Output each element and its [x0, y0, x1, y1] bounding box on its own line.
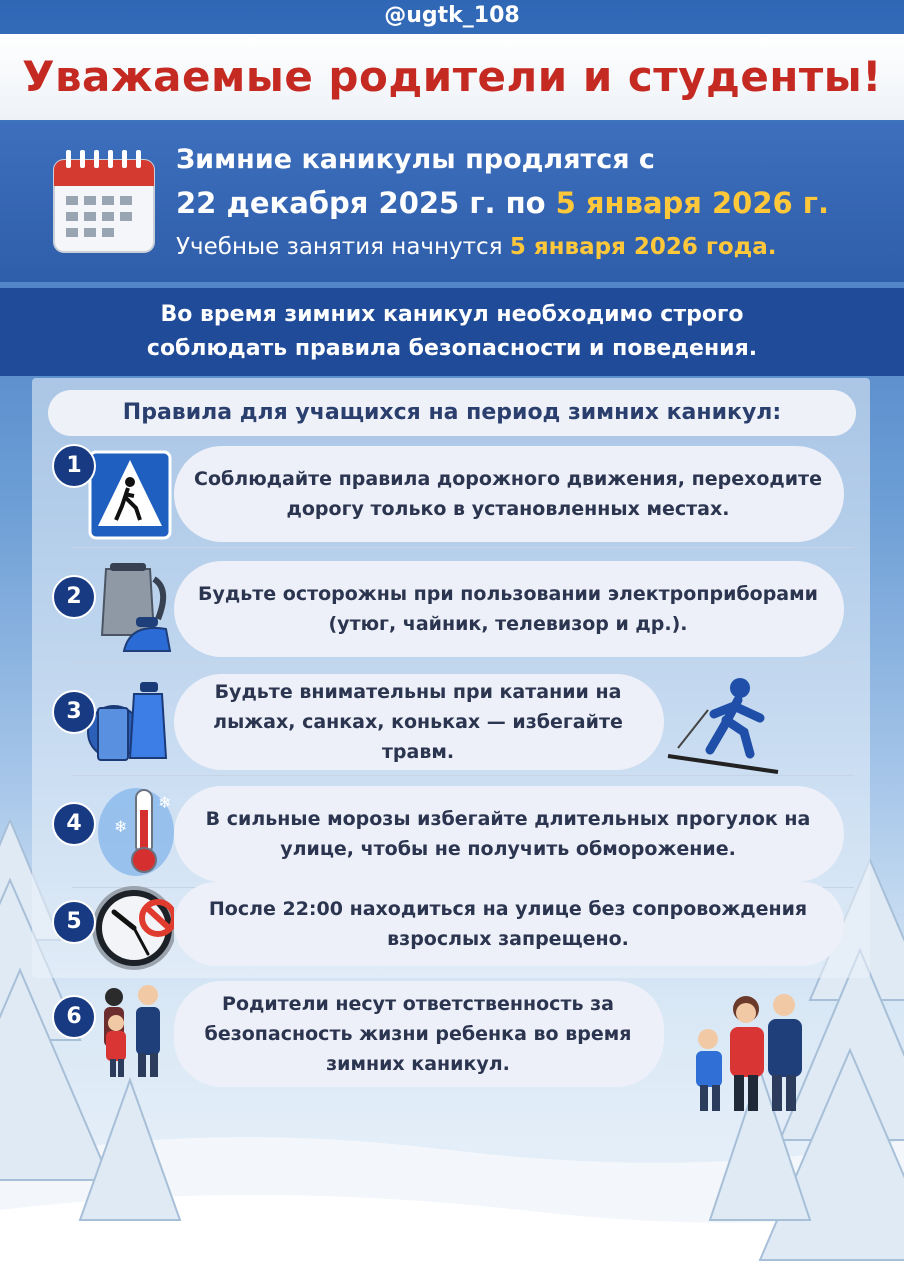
end-date: 5 января 2026 г. [555, 186, 829, 220]
skier-icon [658, 674, 788, 778]
notice-line-1: Во время зимних каникул необходимо строго [160, 302, 744, 327]
rule-item [48, 668, 844, 776]
rule-number: 6 [52, 995, 96, 1039]
rule-item [48, 555, 844, 663]
dates-section [0, 122, 904, 282]
rule-number: 3 [52, 690, 96, 734]
rule-number: 1 [52, 444, 96, 488]
safety-notice [0, 288, 904, 376]
account-handle: @ugtk_108 [384, 3, 520, 28]
divider [72, 547, 854, 548]
svg-text:❄: ❄ [114, 817, 128, 836]
rule-text: Будьте внимательны при катании на лыжах, санках, коньках — избегайте травм. [213, 681, 623, 763]
divider [72, 775, 854, 776]
classes-start-date: 5 января 2026 года. [509, 234, 777, 260]
classes-start-label: Учебные занятия начнутся [176, 234, 510, 260]
rule-item [48, 440, 844, 548]
rule-text: В сильные морозы избегайте длительных прогулок на улице, чтобы не получить обморожение. [205, 808, 811, 860]
title-banner [0, 34, 904, 120]
svg-text:❄: ❄ [158, 793, 172, 812]
start-date: 22 декабря 2025 г. по [176, 186, 556, 220]
holiday-period-dates [176, 186, 829, 220]
page-title: Уважаемые родители и студенты! [22, 52, 882, 101]
rule-text: Соблюдайте правила дорожного движения, переходите дорогу только в установленных местах. [194, 468, 822, 520]
rule-number: 4 [52, 802, 96, 846]
family-group-icon [674, 989, 814, 1115]
rule-number: 5 [52, 900, 96, 944]
rule-item [48, 975, 844, 1083]
holiday-period-label: Зимние каникулы продлятся с [176, 144, 655, 175]
rule-item [48, 868, 844, 976]
rule-text: После 22:00 находиться на улице без сопровождения взрослых запрещено. [208, 898, 808, 950]
rule-text: Родители несут ответственность за безопасность жизни ребенка во время зимних каникул. [204, 993, 632, 1075]
rule-number: 2 [52, 575, 96, 619]
rule-text: Будьте осторожны при пользовании электроприборами (утюг, чайник, телевизор и др.). [198, 583, 818, 635]
rules-heading: Правила для учащихся на период зимних каникул: [48, 390, 856, 436]
divider [72, 662, 854, 663]
notice-line-2: соблюдать правила безопасности и поведения. [146, 336, 758, 361]
calendar-icon [52, 146, 156, 256]
classes-start [176, 234, 777, 260]
